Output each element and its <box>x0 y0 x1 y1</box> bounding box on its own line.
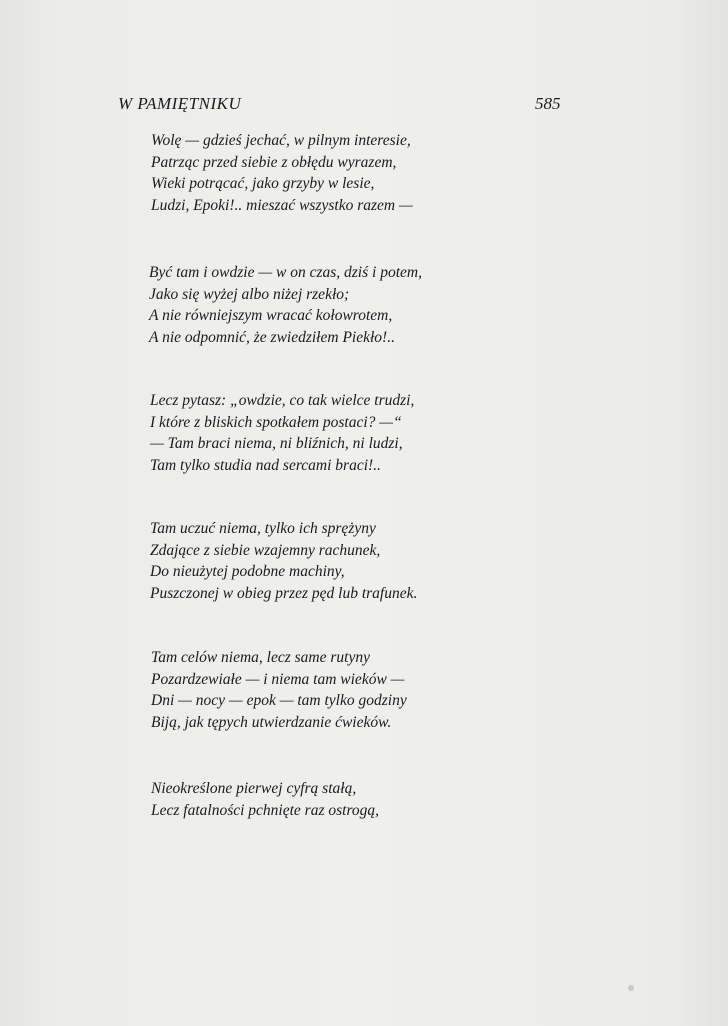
verse-line: Tam tylko studia nad sercami braci!.. <box>150 456 381 474</box>
verse-line: A nie równiejszym wracać kołowrotem, <box>149 307 393 324</box>
paper-speck <box>628 985 634 991</box>
stanza-4 <box>150 518 417 604</box>
verse-line: Jako się wyżej albo niżej rzekło; <box>149 285 350 303</box>
verse-line: Tam celów niema, lecz same rutyny <box>151 649 370 666</box>
stanza-5 <box>151 647 407 733</box>
verse-line: Puszczonej w obieg przez pęd lub trafunek. <box>150 584 418 602</box>
verse-line: Wolę — gdzieś jechać, w pilnym interesie, <box>151 132 411 149</box>
verse-line: Biją, jak tępych utwierdzanie ćwieków. <box>151 713 392 731</box>
page-number: 585 <box>535 94 561 113</box>
stanza-6 <box>151 778 379 821</box>
verse-line: Do nieużytej podobne machiny, <box>150 563 345 580</box>
verse-line: Tam uczuć niema, tylko ich sprężyny <box>150 520 376 537</box>
verse-line: Nieokreślone pierwej cyfrą stałą, <box>151 780 357 797</box>
verse-line: Patrząc przed siebie z obłędu wyrazem, <box>151 153 397 171</box>
verse-line: A nie odpomnić, że zwiedziłem Piekło!.. <box>149 328 395 346</box>
verse-line: Lecz fatalności pchnięte raz ostrogą, <box>151 801 380 819</box>
stanza-1 <box>151 130 413 216</box>
verse-line: I które z bliskich spotkałem postaci? —“ <box>150 413 402 431</box>
verse-line: Być tam i owdzie — w on czas, dziś i potem, <box>149 264 422 281</box>
verse-line: Wieki potrącać, jako grzyby w lesie, <box>151 175 375 192</box>
running-header-title: W PAMIĘTNIKU <box>118 94 242 113</box>
stanza-3 <box>150 390 414 476</box>
verse-line: Pozardzewiałe — i niema tam wieków — <box>151 670 405 688</box>
verse-line: — Tam braci niema, ni bliźnich, ni ludzi, <box>150 435 403 452</box>
stanza-2 <box>149 262 422 348</box>
verse-line: Zdające z siebie wzajemny rachunek, <box>150 541 381 559</box>
verse-line: Ludzi, Epoki!.. mieszać wszystko razem — <box>151 196 413 214</box>
verse-line: Lecz pytasz: „owdzie, co tak wielce trudzi, <box>150 392 415 409</box>
verse-line: Dni — nocy — epok — tam tylko godziny <box>151 692 407 709</box>
